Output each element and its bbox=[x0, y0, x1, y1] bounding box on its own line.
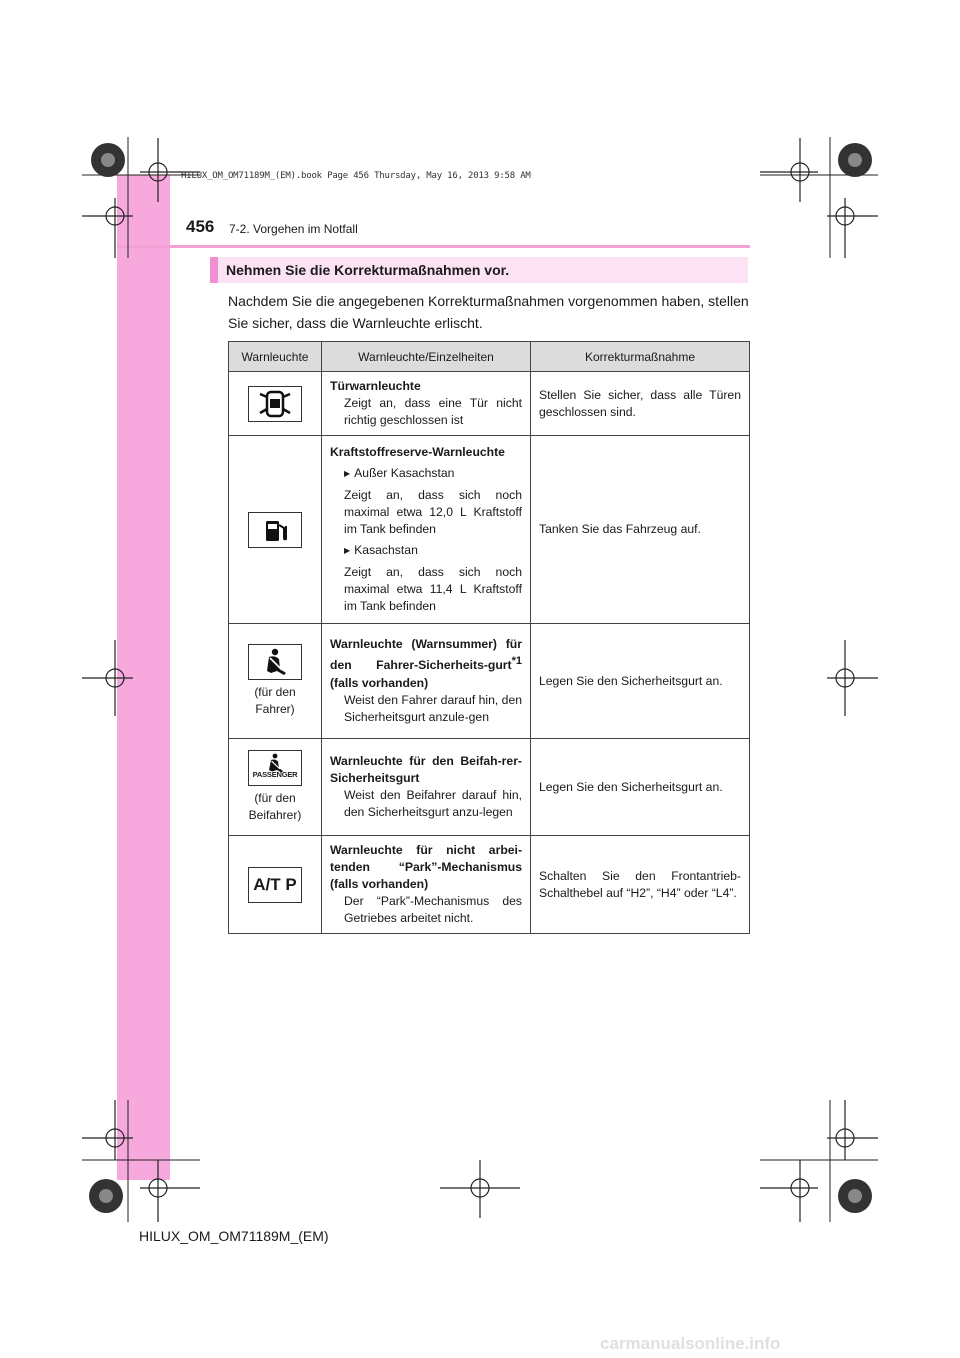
row-action: Schalten Sie den Frontantrieb-Schalthebel auf “H2”, “H4” oder “L4”. bbox=[531, 836, 750, 934]
row-title bbox=[330, 636, 522, 691]
footer-model-code: HILUX_OM_OM71189M_(EM) bbox=[139, 1228, 329, 1244]
row-detail: Zeigt an, dass sich noch maximal etwa 12,0 L Kraftstoff im Tank befinden bbox=[344, 488, 522, 536]
row-action: Legen Sie den Sicherheitsgurt an. bbox=[531, 739, 750, 836]
at-park-text: A/T P bbox=[253, 874, 297, 894]
row-title-text: Warnleuchte (Warnsummer) für den Fahrer-Sicherheits-gurt bbox=[330, 637, 522, 673]
chapter-title: 7-2. Vorgehen im Notfall bbox=[229, 222, 358, 236]
table-header-row bbox=[229, 342, 750, 372]
column-header: Warnleuchte/Einzelheiten bbox=[322, 342, 531, 372]
watermark: carmanualsonline.info bbox=[600, 1334, 781, 1353]
passenger-seatbelt-icon bbox=[248, 750, 302, 786]
row-detail: Der “Park”-Mechanismus des Getriebes arbeitet nicht. bbox=[344, 894, 522, 925]
fuel-pump-icon bbox=[248, 512, 302, 548]
icon-label: (für den Fahrer) bbox=[254, 685, 296, 716]
icon-label: (für den Beifahrer) bbox=[248, 791, 302, 822]
row-detail: Weist den Beifahrer darauf hin, den Sicherheitsgurt anzu-legen bbox=[344, 788, 522, 819]
row-action: Stellen Sie sicher, dass alle Türen geschlossen sind. bbox=[531, 372, 750, 436]
table-row bbox=[229, 372, 750, 436]
door-warning-icon bbox=[248, 386, 302, 422]
bullet-item: ▶ Kasachstan bbox=[330, 542, 522, 560]
row-title: Kraftstoffreserve-Warnleuchte bbox=[330, 445, 505, 459]
row-title: Warnleuchte für den Beifah-rer-Sicherheitsgurt bbox=[330, 754, 522, 785]
file-info-line: HILUX_OM_OM71189M_(EM).book Page 456 Thursday, May 16, 2013 9:58 AM bbox=[181, 171, 531, 181]
table-row bbox=[229, 624, 750, 739]
row-detail: Zeigt an, dass sich noch maximal etwa 11,4 L Kraftstoff im Tank befinden bbox=[344, 565, 522, 613]
warning-light-table bbox=[228, 341, 750, 934]
table-row bbox=[229, 836, 750, 934]
row-title-suffix: (falls vorhanden) bbox=[330, 675, 429, 690]
section-heading: Nehmen Sie die Korrekturmaßnahmen vor. bbox=[210, 257, 748, 283]
row-detail: Zeigt an, dass eine Tür nicht richtig geschlossen ist bbox=[344, 396, 522, 427]
row-detail: Weist den Fahrer darauf hin, den Sicherheitsgurt anzule-gen bbox=[344, 692, 522, 724]
row-action: Tanken Sie das Fahrzeug auf. bbox=[531, 436, 750, 624]
row-action: Legen Sie den Sicherheitsgurt an. bbox=[531, 624, 750, 739]
table-row bbox=[229, 739, 750, 836]
seatbelt-icon bbox=[248, 644, 302, 680]
registration-target-icon bbox=[140, 138, 200, 202]
passenger-label: PASSENGER bbox=[252, 770, 298, 779]
at-park-icon bbox=[248, 867, 302, 903]
bullet-item: ▶ Außer Kasachstan bbox=[330, 465, 522, 483]
column-header: Korrekturmaßnahme bbox=[531, 342, 750, 372]
row-title: Türwarnleuchte bbox=[330, 379, 421, 393]
column-header: Warnleuchte bbox=[229, 342, 322, 372]
footnote-marker: *1 bbox=[511, 655, 522, 668]
table-row bbox=[229, 436, 750, 624]
intro-paragraph: Nachdem Sie die angegebenen Korrekturmaßnahmen vorgenommen haben, stellen Sie sicher, dass die Warnleuchte erlischt. bbox=[228, 293, 749, 331]
row-title: Warnleuchte für nicht arbei-tenden “Park”-Mechanismus (falls vorhanden) bbox=[330, 843, 522, 891]
page-number: 456 bbox=[186, 217, 215, 236]
